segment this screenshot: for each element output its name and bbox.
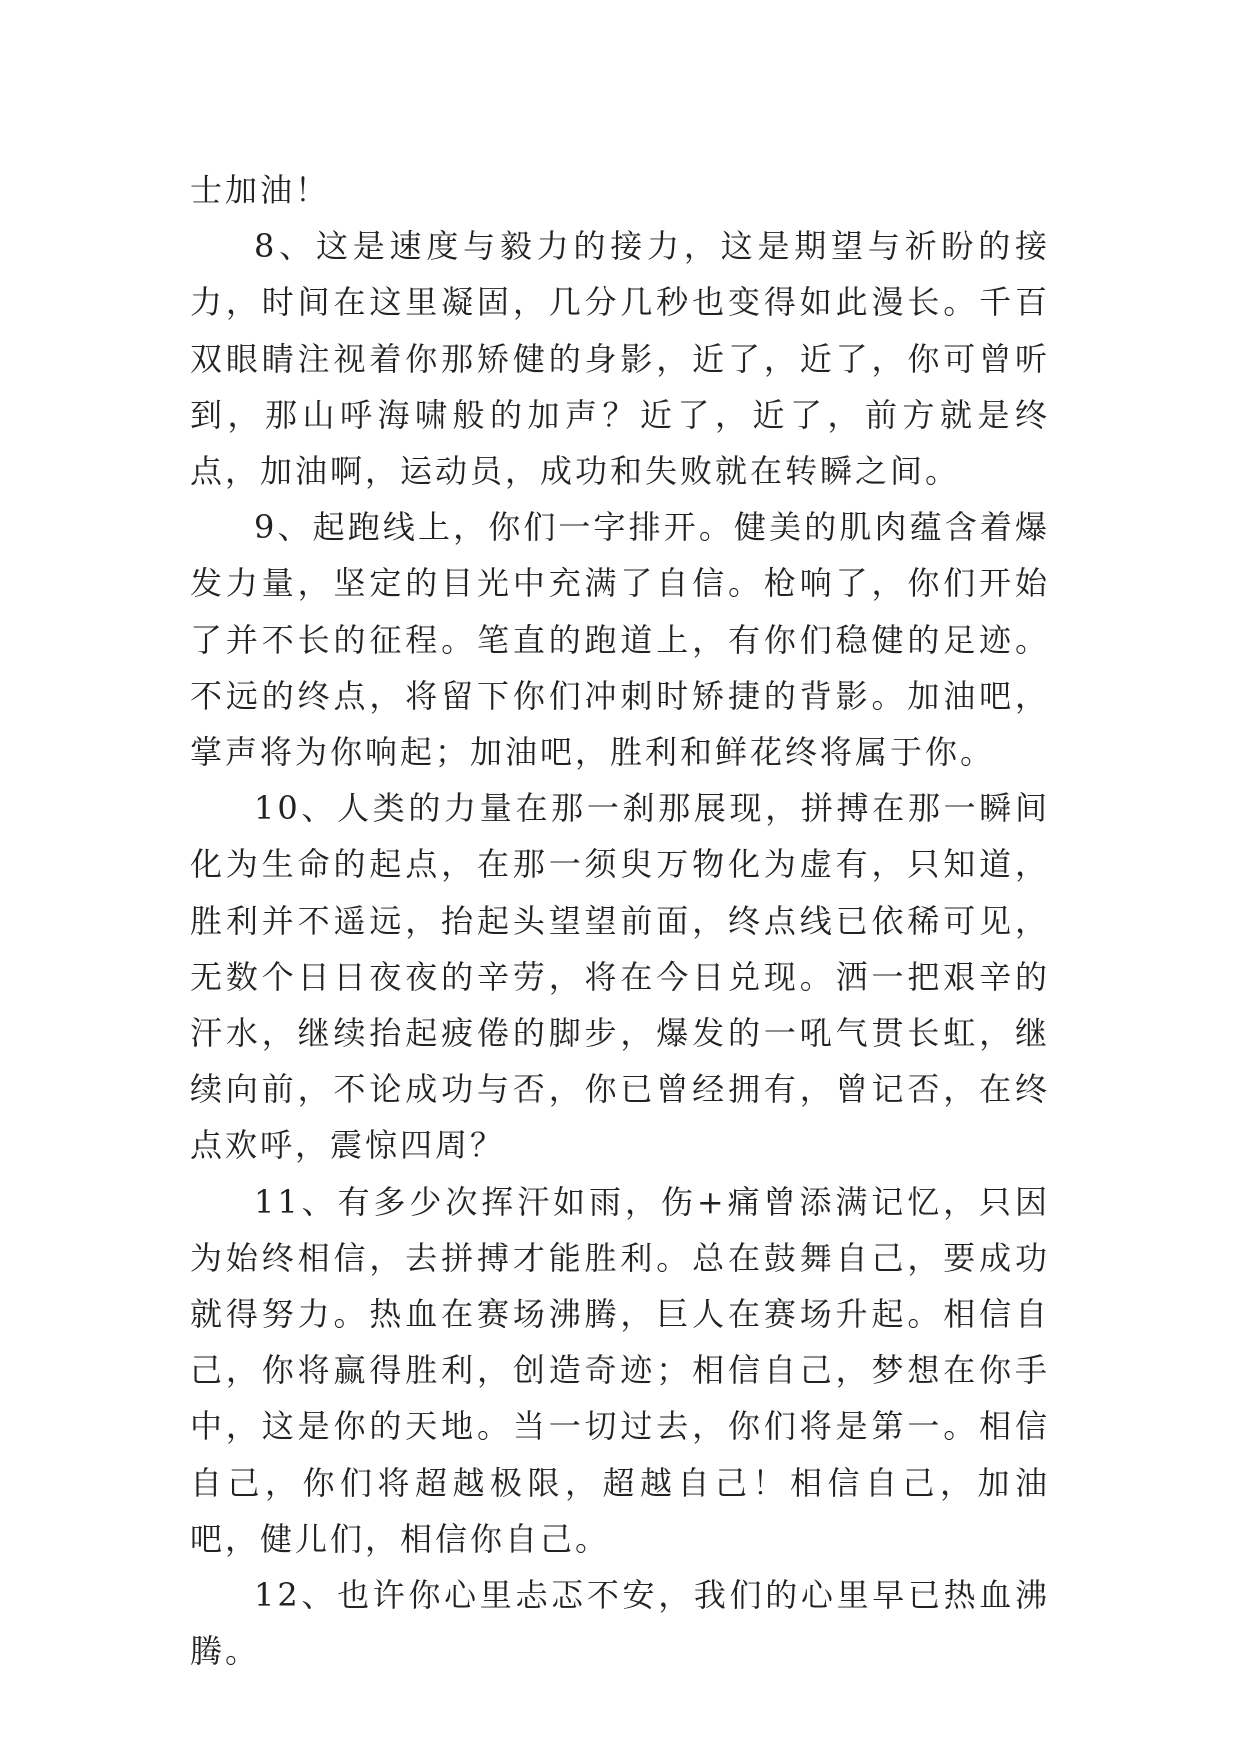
paragraph-continued: 士加油！ [190,171,331,209]
paragraph-10: 10、人类的力量在那一刹那展现，拼搏在那一瞬间化为生命的起点，在那一须臾万物化为虚有，只知道，胜利并不遥远，抬起头望望前面，终点线已依稀可见，无数个日日夜夜的辛劳，将在今日兑现。洒一把艰辛的汗水，继续抬起疲倦的脚步，爆发的一吼气贯长虹，继续向前，不论成功与否，你已曾经拥有，曾记否，在终点欢呼，震惊四周？ [190,789,1050,1165]
paragraph-12: 12、也许你心里忐忑不安，我们的心里早已热血沸腾。 [190,1576,1050,1671]
paragraph-8: 8、这是速度与毅力的接力，这是期望与祈盼的接力，时间在这里凝固，几分几秒也变得如此漫长。千百双眼睛注视着你那矫健的身影，近了，近了，你可曾听到，那山呼海啸般的加声？近了，近了，前方就是终点，加油啊，运动员，成功和失败就在转瞬之间。 [190,227,1050,491]
document-body [190,162,1050,1679]
paragraph-11: 11、有多少次挥汗如雨，伤+痛曾添满记忆，只因为始终相信，去拼搏才能胜利。总在鼓舞自己，要成功就得努力。热血在赛场沸腾，巨人在赛场升起。相信自己，你将赢得胜利，创造奇迹；相信自己，梦想在你手中，这是你的天地。当一切过去，你们将是第一。相信自己，你们将超越极限，超越自己！相信自己，加油吧，健儿们，相信你自己。 [190,1182,1050,1558]
paragraph-9: 9、起跑线上，你们一字排开。健美的肌肉蕴含着爆发力量，坚定的目光中充满了自信。枪响了，你们开始了并不长的征程。笔直的跑道上，有你们稳健的足迹。不远的终点，将留下你们冲刺时矫捷的背影。加油吧，掌声将为你响起；加油吧，胜利和鲜花终将属于你。 [190,508,1050,772]
